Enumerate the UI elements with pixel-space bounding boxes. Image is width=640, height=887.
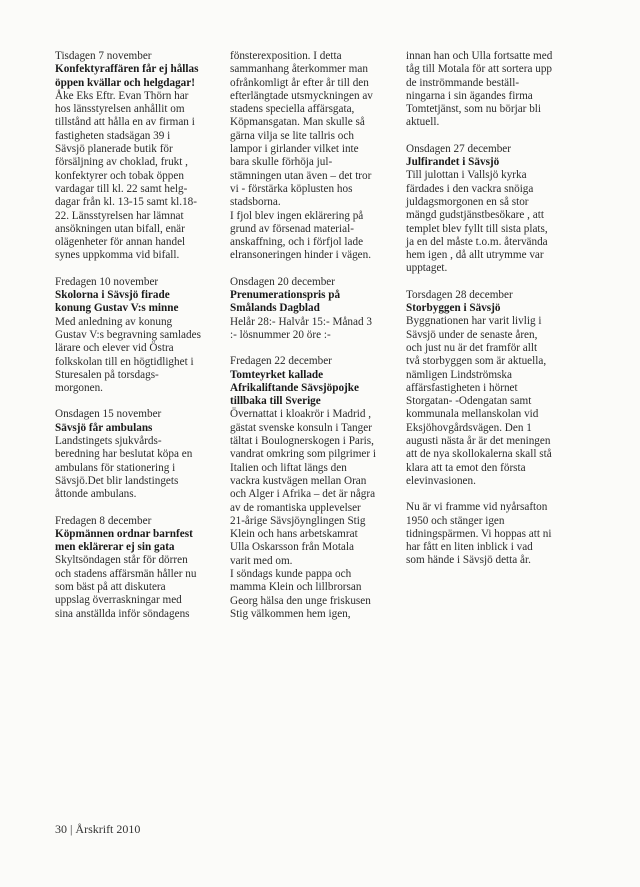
body-line: Storgatan- -Odengatan samt — [406, 395, 532, 408]
body-line: affärsfastigheten i hörnet — [406, 381, 518, 394]
article — [55, 50, 223, 263]
body-line: sina anställda inför söndagens — [55, 607, 190, 620]
body-line: och Alger i Afrika – det är några — [230, 488, 376, 501]
body-line: Köpmansgatan. Man skulle så — [230, 116, 365, 129]
body-line: klara att ta emot den första — [406, 461, 526, 474]
body-line: Helår 28:- Halvår 15:- Månad 3 — [230, 315, 372, 328]
body-line: att de nya skollokalerna skall stå — [406, 448, 552, 461]
body-line: av de romantiska upplevelser — [230, 501, 361, 514]
article — [55, 408, 223, 501]
body-line: juldagsmorgonen en så stor — [406, 195, 529, 208]
headline-line: tillbaka till Sverige — [230, 395, 321, 408]
body-line: Ulla Oskarsson från Motala — [230, 541, 354, 554]
body-line: Gustav V:s begravning samlades — [55, 328, 201, 341]
body-line: lärare och elever vid Östra — [55, 342, 174, 355]
article-headline — [55, 63, 223, 90]
article-date: Torsdagen 28 december — [406, 288, 513, 301]
body-line: sammanhang återkommer man — [230, 63, 368, 76]
article — [406, 50, 580, 130]
body-line: har fått en liten inblick i vad — [406, 541, 533, 554]
body-line: gärna vilja se lite tallris och — [230, 129, 354, 142]
body-line: aktuell. — [406, 116, 440, 129]
body-line: vi - förstärka köplusten hos — [230, 182, 353, 195]
body-line: vardagar till kl. 22 samt helg- — [55, 182, 188, 195]
column-2 — [230, 50, 402, 634]
article-date: Onsdagen 20 december — [230, 275, 335, 288]
body-line: vandrat omkring som pilgrimer i — [230, 448, 377, 461]
body-line: ambulans för stationering i — [55, 461, 176, 474]
headline-line: Afrikaliftande Sävsjöpojke — [230, 381, 359, 394]
article-body — [55, 435, 223, 501]
body-line: Klein och hans arbetskamrat — [230, 528, 358, 541]
headline-line: Sävsjö får ambulans — [55, 421, 153, 434]
body-line: :- lösnummer 20 öre :- — [230, 328, 331, 341]
body-line: mamma Klein och lillbrorsan — [230, 581, 362, 594]
body-line: konfektyrer och tobak öppen — [55, 169, 184, 182]
article-body — [55, 316, 223, 396]
body-line: fastigheten stadsägan 39 i — [55, 129, 171, 142]
body-line: 1950 och stänger igen — [406, 514, 505, 527]
body-line: uppslag överraskningar med — [55, 594, 182, 607]
body-line: efterlängtade utsmyckningen av — [230, 89, 373, 102]
headline-line: öppen kvällar och helgdagar! — [55, 76, 195, 89]
body-line: Övernattat i kloakrör i Madrid , — [230, 408, 372, 421]
body-line: elevinvasionen. — [406, 474, 476, 487]
body-line: elransoneringen hinder i vägen. — [230, 249, 372, 262]
article-body — [230, 50, 402, 263]
article-body — [406, 169, 580, 275]
headline-line: Prenumerationspris på — [230, 289, 341, 302]
page-footer: 30 | Årskrift 2010 — [55, 822, 141, 836]
article-headline — [55, 528, 223, 555]
body-line: varit med om. — [230, 554, 293, 567]
body-line: dagar från kl. 13-15 samt kl.18- — [55, 196, 197, 209]
article — [55, 515, 223, 621]
body-line: och stadens affärsmän håller nu — [55, 567, 197, 580]
headline-line: Konfektyraffären får ej hållas — [55, 63, 199, 76]
body-line: Med anledning av konung — [55, 315, 173, 328]
body-line: augusti nästa år är det meningen — [406, 435, 551, 448]
article-body — [406, 50, 580, 130]
headline-line: men eklärerar ej sin gata — [55, 541, 175, 554]
article-headline — [230, 369, 402, 409]
body-line: beredning har beslutat köpa en — [55, 448, 193, 461]
article-body — [230, 408, 402, 621]
article-body — [406, 315, 580, 488]
body-line: Till julottan i Vallsjö kyrka — [406, 169, 527, 182]
headline-line: Köpmännen ordnar barnfest — [55, 527, 193, 540]
article-body — [55, 90, 223, 263]
body-line: kommunala mellanskolan vid — [406, 408, 539, 421]
body-line: grund av försenad material- — [230, 222, 354, 235]
body-line: synes uppkomma vid bifall. — [55, 249, 180, 262]
article-body — [406, 501, 580, 567]
body-line: Skyltsöndagen står för dörren — [55, 554, 188, 567]
body-line: folkskolan till en högtidlighet i — [55, 355, 194, 368]
body-line: vackra kustvägen mellan Oran — [230, 474, 367, 487]
body-line: 22. Länsstyrelsen har lämnat — [55, 209, 184, 222]
body-line: anskaffning, och i förfjol lade — [230, 236, 364, 249]
body-line: Byggnationen har varit livlig i — [406, 315, 542, 328]
body-line: Sävsjö.Det blir landstingets — [55, 474, 179, 487]
headline-line: konung Gustav V:s minne — [55, 302, 179, 315]
body-line: tidningspärmen. Vi hoppas att ni — [406, 527, 552, 540]
body-line: ofrånkomligt år efter år till den — [230, 76, 369, 89]
body-line: och just nu är det framför allt — [406, 341, 538, 354]
body-line: ansökningen utan bifall, enär — [55, 222, 185, 235]
article — [230, 276, 402, 342]
body-line: I söndags kunde pappa och — [230, 567, 352, 580]
body-line: stadens speciella affärsgata, — [230, 103, 355, 116]
article-headline — [55, 422, 223, 435]
body-line: ja en del måste t.o.m. återvända — [406, 235, 548, 248]
article — [230, 355, 402, 621]
headline-line: Tomteyrket kallade — [230, 368, 324, 381]
article — [55, 276, 223, 396]
body-line: Eksjöhovgårdsvägen. Den 1 — [406, 421, 532, 434]
article-date: Fredagen 8 december — [55, 514, 152, 527]
body-line: 21-årige Sävsjöynglingen Stig — [230, 514, 366, 527]
article — [406, 289, 580, 488]
body-line: stadsborna. — [230, 196, 281, 209]
body-line: Nu är vi framme vid nyårsafton — [406, 501, 548, 514]
body-line: Åke Eks Eftr. Evan Thörn har — [55, 89, 189, 102]
body-line: gästat svenske konsuln i Tanger — [230, 421, 372, 434]
headline-line: Skolorna i Sävsjö firade — [55, 289, 170, 302]
article-body — [55, 554, 223, 620]
body-line: hem igen , då allt utrymme var — [406, 249, 544, 262]
body-line: tältat i Boulognerskogen i Paris, — [230, 435, 374, 448]
body-line: Italien och liftat längs den — [230, 461, 347, 474]
headline-line: Smålands Dagblad — [230, 302, 320, 315]
body-line: morgonen. — [55, 382, 103, 395]
body-line: de inströmmande beställ- — [406, 76, 520, 89]
body-line: ningarna i sin ägandes firma — [406, 89, 533, 102]
body-line: färdades i den vackra snöiga — [406, 182, 534, 195]
column-3 — [406, 50, 580, 581]
body-line: Sturesalen på torsdags- — [55, 368, 159, 381]
body-line: som bäst på att diskutera — [55, 580, 166, 593]
article-headline — [55, 289, 223, 316]
article-headline — [406, 156, 580, 169]
body-line: tillstånd att hålla en av firman i — [55, 116, 195, 129]
body-line: fönsterexposition. I detta — [230, 50, 342, 62]
article — [406, 501, 580, 567]
body-line: I fjol blev ingen eklärering på — [230, 209, 364, 222]
article-date: Onsdagen 27 december — [406, 142, 511, 155]
article-date: Tisdagen 7 november — [55, 50, 152, 62]
body-line: två storbyggen som är aktuella, — [406, 355, 547, 368]
article-date: Fredagen 22 december — [230, 355, 332, 368]
body-line: nämligen Lindströmska — [406, 368, 512, 381]
body-line: Landstingets sjukvårds- — [55, 435, 162, 448]
body-line: upptaget. — [406, 262, 448, 275]
body-line: Sävsjö planerade butik för — [55, 143, 173, 156]
body-line: Stig välkommen hem igen, — [230, 607, 351, 620]
body-line: innan han och Ulla fortsatte med — [406, 50, 553, 62]
body-line: tåg till Motala för att sortera upp — [406, 63, 553, 76]
column-1 — [55, 50, 223, 634]
body-line: olägenheter för annan handel — [55, 236, 186, 249]
body-line: hos länsstyrelsen anhållit om — [55, 103, 185, 116]
article — [406, 143, 580, 276]
body-line: mängd gudstjänstbesökare , att — [406, 209, 544, 222]
body-line: Georg hälsa den unge friskusen — [230, 594, 371, 607]
article — [230, 50, 402, 263]
body-line: lampor i girlander vilket inte — [230, 143, 359, 156]
article-date: Onsdagen 15 november — [55, 408, 162, 421]
headline-line: Julfirandet i Sävsjö — [406, 156, 500, 169]
article-headline — [230, 289, 402, 316]
body-line: Tomtetjänst, som nu börjar bli — [406, 103, 542, 116]
body-line: bara skulle förhöja jul- — [230, 156, 333, 169]
article-headline — [406, 302, 580, 315]
body-line: åttonde ambulans. — [55, 488, 137, 501]
body-line: stämningen utan även – det tror — [230, 169, 372, 182]
body-line: templet blev fyllt till sista plats, — [406, 222, 548, 235]
body-line: Sävsjö under de senaste åren, — [406, 328, 538, 341]
headline-line: Storbyggen i Sävsjö — [406, 302, 501, 315]
article-body — [230, 316, 402, 343]
body-line: försäljning av choklad, frukt , — [55, 156, 188, 169]
body-line: som hände i Sävsjö detta år. — [406, 554, 531, 567]
article-date: Fredagen 10 november — [55, 275, 159, 288]
